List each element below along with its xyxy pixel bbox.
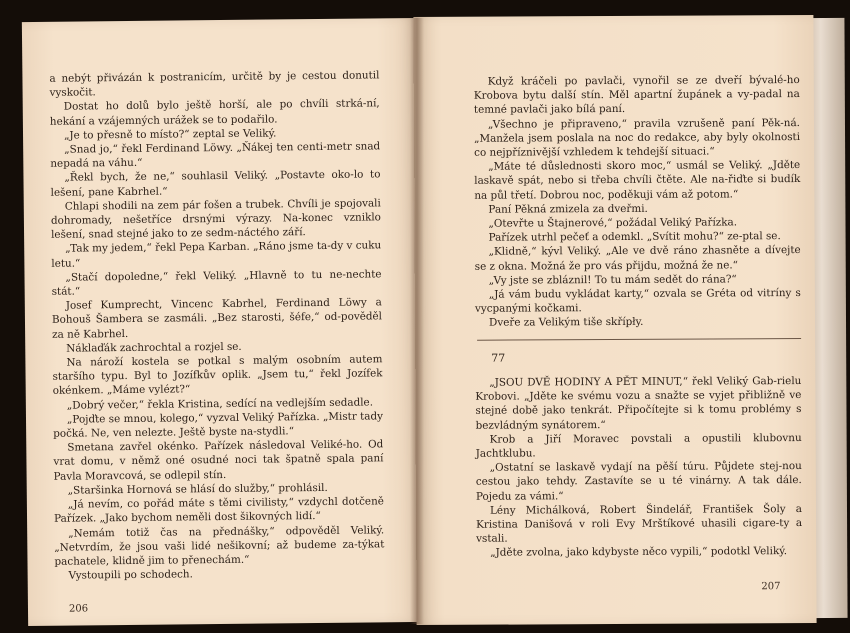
paragraph: Paní Pěkná zmizela za dveřmi.	[488, 202, 648, 216]
paragraph: „Klidně,“ kývl Veliký. „Ale ve dvě ráno zhasněte a dívejte se z okna. Možná že pro vás přijdu, možná že ne.“	[474, 244, 801, 273]
paragraph: Pařízek utrhl pečeť a odemkl. „Svítit mohu?“ ze-ptal se.	[488, 230, 781, 244]
paragraph: „Jděte zvolna, jako kdybyste něco vypili,“ podotkl Veliký.	[490, 545, 788, 560]
paragraph: Dveře za Velikým tiše skřípły.	[488, 316, 644, 330]
paragraph: „Je to přesně to místo?“ zeptal se Veliký.	[63, 127, 277, 142]
paragraph: „Dobrý večer,“ řekla Kristina, sedící na vedlejším sedadle.	[66, 396, 374, 412]
paragraph: Josef Kumprecht, Vincenc Kabrhel, Ferdinand Löwy a Bohouš Šambera se zasmáli. „Bez starosti, šéfe,“ od-pověděl za ně Kabrhel.	[51, 296, 383, 341]
paragraph: „Všechno je připraveno,“ pravila vzrušeně paní Pěk-ná. „Manžela jsem poslala na noc do redakce, aby byly okolnosti co nejpříznivější vzhledem k tehdejší situaci.“	[474, 116, 801, 159]
left-page	[22, 18, 423, 626]
paragraph: Smetana zavřel okénko. Pařízek následoval Veliké-ho. Od vrat domu, v němž oné osudné noci tak špatně spala paní Pavla Moravcová, se odlepil stín.	[53, 438, 384, 483]
left-page-number: 206	[68, 603, 89, 615]
paragraph: „Řekl bych, že ne,“ souhlasil Veliký. „Postavte oko-lo to lešení, pane Kabrhel.“	[50, 168, 381, 199]
right-page-number: 207	[761, 581, 781, 593]
paragraph: „Snad jo,“ řekl Ferdinand Löwy. „Ňákej ten centi-metr snad nepadá na váhu.“	[50, 140, 381, 171]
paragraph: „Máte té důslednosti skoro moc,“ usmál se Veliký. „Jděte laskavě spát, nebo si třeba chvíli čtěte. Ale na-řiďte si budík na půl třetí. Dobrou noc, poděkuji vám až potom.“	[474, 159, 801, 202]
paragraph: Lény Michálková, Robert Šindelář, František Šoly a Kristina Danišová v roli Evy Mrštíkové uhasili cigare-ty a vstali.	[476, 502, 803, 545]
paragraph: Vystoupili po schodech.	[68, 568, 193, 582]
paragraph: Dostat ho dolů bylo ještě horší, ale po chvíli strká-ní, hekání a vzájemných urážek se to podařilo.	[49, 97, 380, 128]
paragraph: „Nemám totiž čas na přednášky,“ odpověděl Veliký. „Netvrdím, že jsou vaši lidé nešikovní; až budeme za-týkat pachatele, klidně jim to přenechám.“	[54, 523, 385, 568]
paragraph: Krob a Jiří Moravec povstali a opustili klubovnu Jachtklubu.	[475, 431, 802, 460]
paragraph: Chlapi shodili na zem pár fošen a trubek. Chvíli je spojovali dohromady, nešetříce drsnými výrazy. Na-konec vzniklo lešení, snad stejné jako to ze sedm-náctého září.	[50, 197, 381, 242]
section-number: 77	[491, 351, 506, 365]
paragraph: „Ostatní se laskavě vydají na pěší túru. Půjdete stej-nou cestou jako tehdy. Zastavíte se u té vinárny. A tak dále. Pojedu za vámi.“	[475, 460, 802, 503]
right-page-text-bottom	[475, 374, 802, 560]
right-page	[413, 15, 816, 625]
paragraph: „Vy jste se zbláznil! To tu mám sedět do rána?“	[488, 273, 737, 287]
left-page-text	[49, 68, 384, 583]
right-page-text-top	[474, 73, 801, 330]
paragraph: „Já nevím, co pořád máte s těmi civilisty,“ vzdychl dotčeně Pařízek. „Jako bychom neměli dost šikovných lidí.“	[53, 495, 384, 526]
book-spine	[410, 18, 424, 624]
paragraph: „Staršinka Hornová se hlásí do služby,“ prohlásil.	[67, 481, 328, 497]
paragraph: a nebýt přivázán k postranicím, určitě by je cestou donutil vyskočit.	[49, 69, 380, 100]
paragraph: Náklaďák zachrochtal a rozjel se.	[66, 340, 242, 355]
paragraph: „Stačí dopoledne,“ řekl Veliký. „Hlavně to tu ne-nechte stát.“	[51, 268, 382, 298]
paragraph: „JSOU DVĚ HODINY A PĚT MINUT,“ řekl Veliký Gab-rielu Krobovi. „Jděte ke svému vozu a snažte se vyjet přibližně ve stejné době jako tenkrát. Připočítejte si k tomu problémy s bezvládným synátorem.“	[475, 375, 802, 432]
paragraph: Na nároží kostela se potkal s malým osobním autem staršího typu. Byl to Jozífkův oplik. „Jsem tu,“ řekl Jozífek okénkem. „Máme vylézt?“	[52, 353, 383, 398]
paragraph: „Já vám budu vykládat karty,“ ozvala se Gréta od vitríny s vycpanými kočkami.	[474, 287, 801, 315]
paragraph: „Pojďte se mnou, kolego,“ vyzval Veliký Pařízka. „Mistr tady počká. Ne, ven nelezte. Ještě byste na-stydli.“	[53, 410, 384, 440]
section-divider	[477, 338, 801, 341]
paragraph: „Tak my jedem,“ řekl Pepa Karban. „Ráno jsme ta-dy v cuku letu.“	[51, 239, 382, 270]
paragraph: Když kráčeli po pavlači, vynořil se ze dveří bývalé-ho Krobova bytu další stín. Měl apartní župánek a vy-padal na temné pavlači jako bílá paní.	[473, 74, 800, 117]
paragraph: „Otevřte u Štajnerové,“ požádal Veliký Pařízka.	[488, 216, 738, 230]
